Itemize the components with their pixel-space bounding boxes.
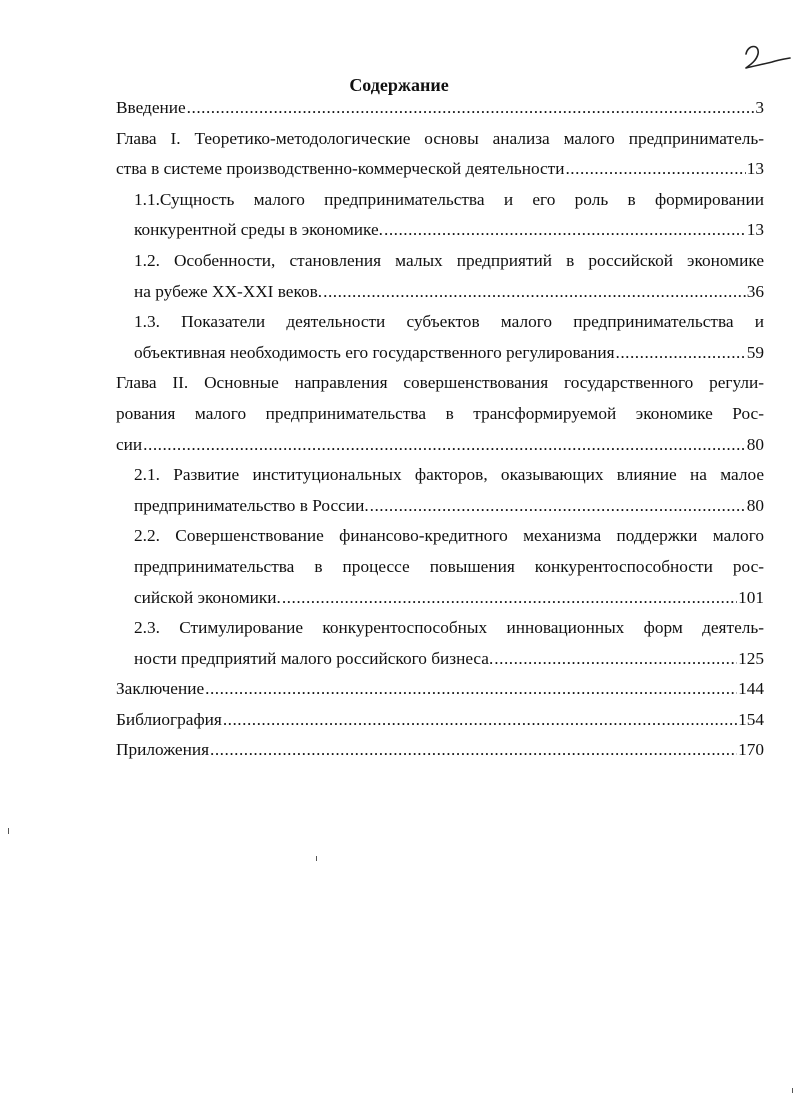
toc-entry-text: объективная необходимость его государственного регулирования xyxy=(134,342,615,362)
toc-section-1-2-line-1: 1.2. Особенности, становления малых предприятий в российской экономике xyxy=(134,250,764,270)
toc-entry-text: сии xyxy=(116,434,143,454)
toc-entry-text: Заключение xyxy=(116,679,205,699)
dot-leader xyxy=(223,705,737,736)
table-of-contents xyxy=(116,93,764,766)
scan-speck xyxy=(8,828,9,834)
toc-section-2-2-line-1: 2.2. Совершенствование финансово-кредитного механизма поддержки малого xyxy=(134,526,764,546)
dot-leader xyxy=(384,215,746,246)
toc-entry-appendices xyxy=(116,735,764,766)
toc-entry-bibliography xyxy=(116,705,764,736)
scan-speck xyxy=(792,1088,793,1093)
toc-section-2-3-line-1: 2.3. Стимулирование конкурентоспособных инновационных форм деятель- xyxy=(134,618,764,638)
toc-page-number: 3 xyxy=(755,98,764,117)
toc-chapter-1-line-2 xyxy=(116,154,764,185)
page-title: Содержание xyxy=(349,75,449,95)
toc-page-number: 80 xyxy=(746,495,764,515)
toc-entry-text: ности предприятий малого российского бизнеса. xyxy=(134,648,494,668)
handwritten-page-number xyxy=(742,40,792,74)
toc-entry-text: Приложения xyxy=(116,740,210,760)
toc-section-2-2-line-2: предпринимательства в процессе повышения конкурентоспособности рос- xyxy=(134,556,764,576)
toc-entry-text: ства в системе производственно-коммерческой деятельности xyxy=(116,159,565,179)
toc-section-2-2-line-3 xyxy=(134,583,764,614)
dot-leader xyxy=(565,154,745,185)
toc-page-number: 154 xyxy=(738,709,764,729)
toc-entry-intro xyxy=(116,93,764,124)
dot-leader xyxy=(494,644,737,675)
toc-section-2-1-line-2 xyxy=(134,491,764,522)
dot-leader xyxy=(323,277,746,308)
toc-page-number: 125 xyxy=(738,648,764,668)
toc-page-number: 80 xyxy=(746,434,764,454)
toc-page-number: 59 xyxy=(746,342,764,362)
toc-section-1-3-line-2 xyxy=(134,338,764,369)
dot-leader xyxy=(187,93,755,124)
toc-entry-text: Библиография xyxy=(116,709,222,729)
toc-entry-text: предпринимательство в России. xyxy=(134,495,369,515)
toc-entry-text: сийской экономики. xyxy=(134,587,281,607)
toc-page-number: 13 xyxy=(746,159,764,179)
toc-entry-text: Введение xyxy=(116,98,186,117)
toc-chapter-2-line-2: рования малого предпринимательства в трансформируемой экономике Рос- xyxy=(116,403,764,423)
toc-page-number: 101 xyxy=(738,587,764,607)
toc-entry-text: конкурентной среды в экономике. xyxy=(134,220,383,240)
toc-section-2-3-line-2 xyxy=(134,644,764,675)
dot-leader xyxy=(616,338,746,369)
toc-section-1-1-line-2 xyxy=(134,215,764,246)
toc-section-1-1-line-1: 1.1.Сущность малого предпринимательства и его роль в формировании xyxy=(134,189,764,209)
toc-page-number: 13 xyxy=(746,220,764,240)
toc-section-1-3-line-1: 1.3. Показатели деятельности субъектов малого предпринимательства и xyxy=(134,312,764,332)
toc-page-number: 144 xyxy=(738,679,764,699)
dot-leader xyxy=(205,674,737,705)
toc-entry-conclusion xyxy=(116,674,764,705)
toc-chapter-2-line-3 xyxy=(116,430,764,461)
scan-speck xyxy=(316,856,317,861)
toc-entry-text: на рубеже XX-XXI веков. xyxy=(134,281,323,301)
dot-leader xyxy=(143,430,746,461)
toc-section-2-1-line-1: 2.1. Развитие институциональных факторов, оказывающих влияние на малое xyxy=(134,465,764,485)
toc-page-number: 170 xyxy=(738,740,764,760)
dot-leader xyxy=(370,491,746,522)
dot-leader xyxy=(282,583,737,614)
toc-section-1-2-line-2 xyxy=(134,277,764,308)
dot-leader xyxy=(210,735,737,766)
toc-chapter-1-line-1: Глава I. Теоретико-методологические основы анализа малого предприниматель- xyxy=(116,128,764,148)
toc-page-number: 36 xyxy=(746,281,764,301)
toc-chapter-2-line-1: Глава II. Основные направления совершенствования государственного регули- xyxy=(116,373,764,393)
